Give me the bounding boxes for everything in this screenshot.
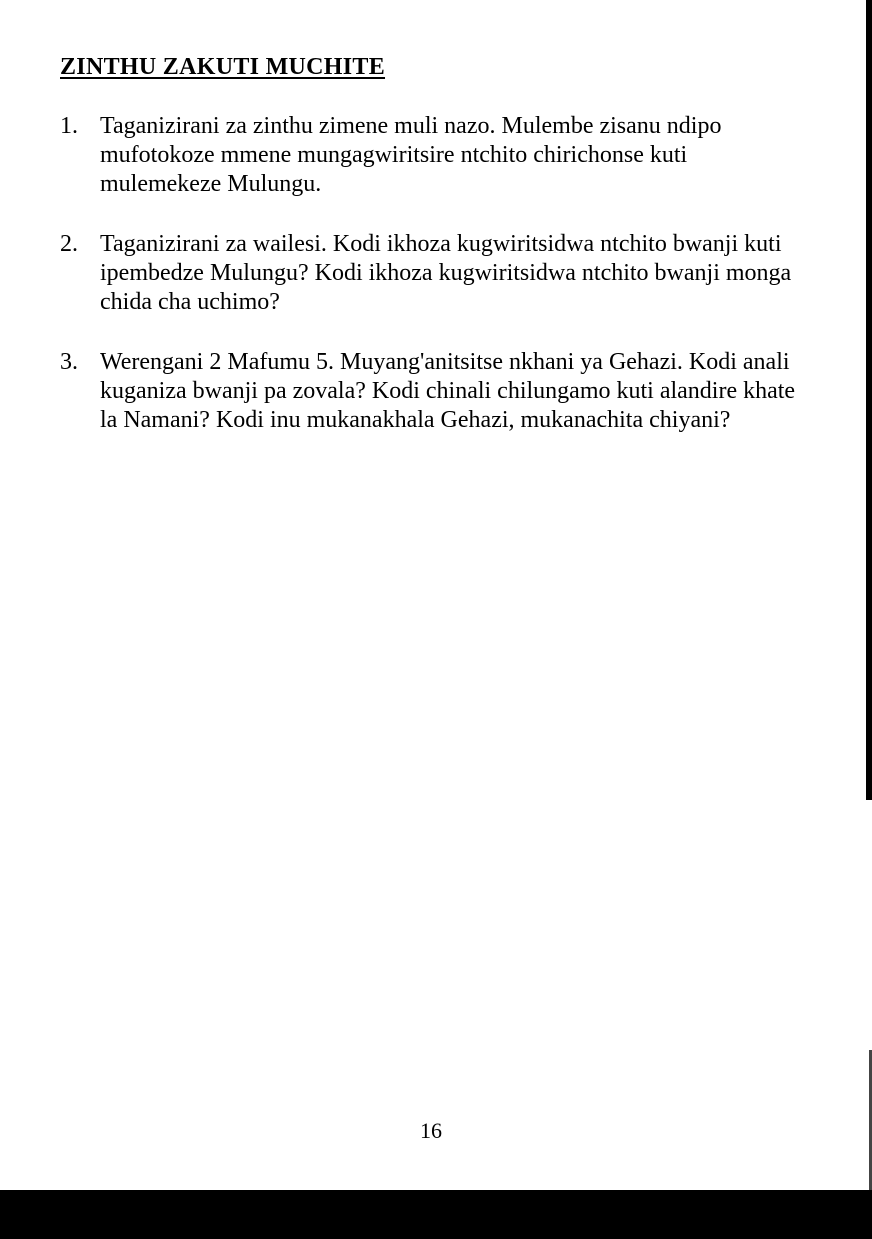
list-item-text: Taganizirani za wailesi. Kodi ikhoza kugwiritsidwa ntchito bwanji kuti ipembedze Mulungu? Kodi ikhoza kugwiritsidwa ntchito bwanji monga chida cha uchimo?	[100, 231, 792, 315]
scan-bottom-border	[0, 1190, 872, 1239]
page-number: 16	[420, 1118, 442, 1143]
list-item	[60, 230, 800, 317]
page-title: ZINTHU ZAKUTI MUCHITE	[60, 54, 386, 80]
scan-edge-shadow	[866, 0, 872, 800]
list-item-text: Werengani 2 Mafumu 5. Muyang'anitsitse nkhani ya Gehazi. Kodi anali kuganiza bwanji pa zovala? Kodi chinali chilungamo kuti alandire khate la Namani? Kodi inu mukanakhala Gehazi, mukanachita chiyani?	[100, 349, 796, 433]
list-item-number: 2.	[60, 231, 78, 257]
list-item-number: 3.	[60, 349, 78, 375]
list-item-number: 1.	[60, 113, 78, 139]
list-item	[60, 348, 800, 435]
list-item	[60, 112, 800, 199]
list-item-text: Taganizirani za zinthu zimene muli nazo. Mulembe zisanu ndipo mufotokoze mmene mungagwiritsire ntchito chirichonse kuti mulemekeze Mulungu.	[100, 113, 722, 197]
